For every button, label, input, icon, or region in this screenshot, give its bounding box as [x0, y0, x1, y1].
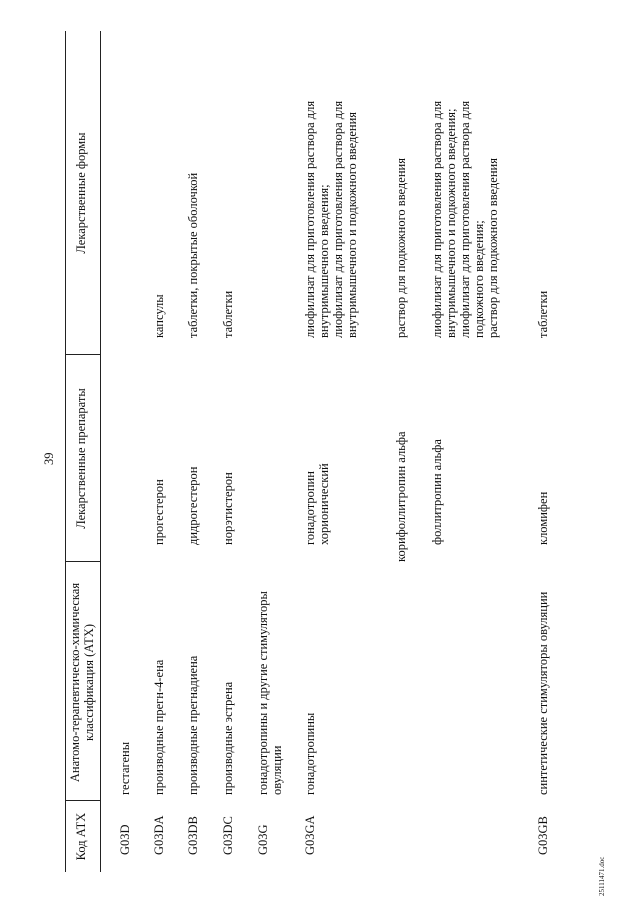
table-header-divider — [100, 31, 101, 872]
row-drug: кломифен — [536, 491, 550, 545]
row-code: G03DC — [221, 816, 235, 855]
header-code: Код АТХ — [74, 812, 88, 861]
row-form: внутримышечного введения; — [317, 184, 331, 338]
header-classification: Анатомо-терапевтическо-химическая классификация (АТХ) — [68, 582, 96, 783]
row-code: G03GA — [303, 815, 317, 855]
row-form: таблетки — [536, 290, 550, 338]
row-form: лиофилизат для приготовления раствора для — [458, 100, 472, 338]
row-drug: прогестерон — [152, 479, 166, 545]
row-form: раствор для подкожного введения — [486, 158, 500, 338]
row-code: G03G — [256, 824, 270, 855]
row-classification: синтетические стимуляторы овуляции — [536, 591, 550, 795]
row-form: капсулы — [152, 294, 166, 338]
row-classification: овуляции — [270, 745, 284, 795]
row-code: G03DA — [152, 815, 166, 855]
row-code: G03D — [118, 824, 132, 855]
row-drug: дидрогестерон — [186, 466, 200, 545]
table-top-border — [65, 31, 66, 872]
row-form: раствор для подкожного введения — [394, 158, 408, 338]
row-drug: фоллитропин альфа — [430, 439, 444, 545]
document-filename: 25111471.doc — [598, 856, 606, 896]
row-form: таблетки, покрытые оболочкой — [186, 172, 200, 338]
row-classification: производные эстрена — [221, 681, 235, 795]
row-code: G03GB — [536, 816, 550, 855]
row-form: таблетки — [221, 290, 235, 338]
row-classification: гонадотропины и другие стимуляторы — [256, 591, 270, 795]
row-drug: корифоллитропин альфа — [394, 431, 408, 562]
row-form: лиофилизат для приготовления раствора для — [331, 100, 345, 338]
row-classification: гестагены — [118, 741, 132, 795]
row-classification: производные прегн-4-ена — [152, 659, 166, 795]
row-code: G03DB — [186, 816, 200, 855]
row-drug: норэтистерон — [221, 472, 235, 545]
header-forms: Лекарственные формы — [74, 132, 88, 254]
header-drugs: Лекарственные препараты — [74, 388, 88, 529]
row-form: внутримышечного и подкожного введения; — [444, 108, 458, 338]
row-classification: производные прегнадиена — [186, 655, 200, 795]
row-form: лиофилизат для приготовления раствора для — [430, 100, 444, 338]
row-classification: гонадотропины — [303, 712, 317, 795]
row-form: лиофилизат для приготовления раствора для — [303, 100, 317, 338]
row-form: подкожного введения; — [472, 220, 486, 338]
row-form: внутримышечного и подкожного введения — [345, 111, 359, 338]
page-number: 39 — [42, 452, 56, 465]
row-drug: хорионический — [317, 463, 331, 545]
row-drug: гонадотропин — [303, 471, 317, 545]
